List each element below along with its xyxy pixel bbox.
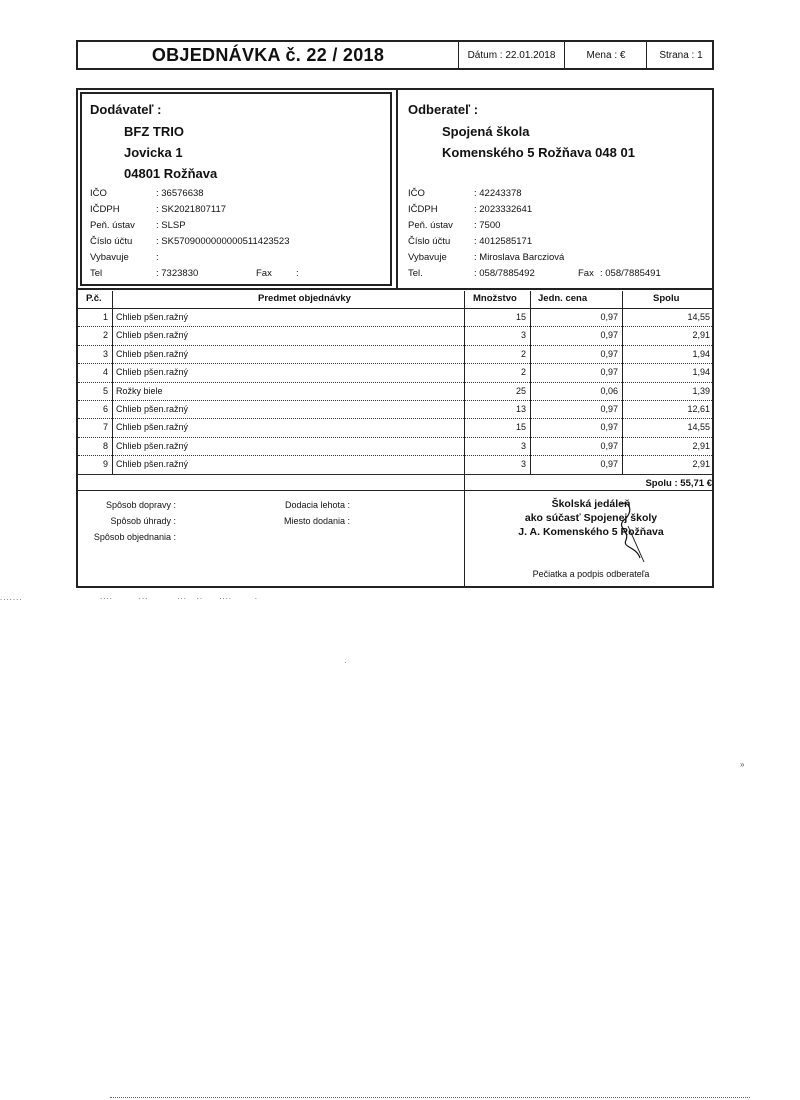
field-label: IČDPH: [90, 204, 120, 215]
scan-artifact: »: [740, 760, 746, 769]
cell-pc: 3: [102, 348, 108, 359]
field-value: : Miroslava Barcziová: [474, 252, 565, 263]
table-body: [78, 309, 712, 475]
table-row: [78, 327, 712, 345]
field-value: :: [156, 252, 159, 263]
customer-name: Spojená škola: [442, 124, 530, 139]
cell-pc: 8: [102, 440, 108, 451]
col-header-item: Predmet objednávky: [258, 293, 351, 304]
table-row: [78, 438, 712, 456]
cell-pc: 4: [102, 367, 108, 378]
cell-pc: 7: [102, 422, 108, 433]
field-value: : SK2021807117: [156, 204, 227, 215]
cell-qty: 15: [515, 312, 526, 322]
supplier-field: [90, 250, 390, 266]
tel-label: Tel.: [408, 268, 423, 279]
signature-scribble: [600, 498, 660, 568]
customer-field: [408, 234, 710, 250]
supplier-field: [90, 218, 390, 234]
cell-sum: 1,94: [692, 348, 710, 359]
table-row: [78, 309, 712, 327]
table-row: [78, 383, 712, 401]
fax-label: Fax: [256, 268, 272, 279]
supplier-contact: [90, 266, 390, 282]
header-divider: [564, 42, 565, 68]
field-value: : SK5709000000000511423523: [156, 236, 290, 247]
field-label: Vybavuje: [408, 252, 447, 263]
school-stamp: [476, 498, 706, 538]
customer-fields: [408, 186, 710, 282]
cell-unit: 0,06: [600, 385, 618, 396]
transport-label: Spôsob dopravy :: [105, 500, 176, 510]
tel-value: : 7323830: [156, 268, 199, 279]
tel-value: : 058/7885492: [474, 268, 535, 279]
fax-value: :: [296, 268, 299, 279]
stamp-line: J. A. Komenského 5 Rožňava: [518, 526, 664, 538]
cell-item: Chlieb pšen.ražný: [116, 440, 189, 451]
fax-label: Fax: [578, 268, 594, 279]
fax-value: : 058/7885491: [600, 268, 661, 279]
supplier-field: [90, 234, 390, 250]
field-value: : 42243378: [474, 188, 522, 199]
cell-qty: 3: [520, 330, 526, 341]
cell-item: Chlieb pšen.ražný: [116, 422, 189, 433]
customer-field: [408, 202, 710, 218]
panel-divider: [396, 88, 398, 290]
customer-address: Komenského 5 Rožňava 048 01: [442, 145, 635, 160]
cell-sum: 2,91: [692, 330, 710, 341]
customer-heading: Odberateľ :: [408, 102, 479, 117]
col-header-sum: Spolu: [653, 293, 680, 304]
cell-sum: 1,94: [692, 367, 710, 378]
currency: Mena : €: [586, 49, 626, 61]
cell-item: Chlieb pšen.ražný: [116, 312, 189, 322]
stamp-line: ako súčasť Spojenej školy: [524, 512, 658, 524]
cell-unit: 0,97: [600, 459, 618, 470]
cell-qty: 3: [520, 440, 526, 451]
table-row: [78, 364, 712, 382]
cell-item: Rožky biele: [116, 385, 163, 396]
cell-sum: 14,55: [687, 312, 710, 322]
field-label: Číslo účtu: [90, 236, 133, 247]
page-number: Strana : 1: [659, 49, 703, 61]
cell-unit: 0,97: [600, 367, 618, 378]
cell-sum: 2,91: [692, 440, 710, 451]
table-row: [78, 419, 712, 437]
field-value: : 2023332641: [474, 204, 533, 215]
scan-artifact: .... ... ... .. .... .: [100, 592, 258, 601]
field-label: Peň. ústav: [90, 220, 135, 231]
delivery-place-label: Miesto dodania :: [283, 516, 350, 526]
supplier-city: 04801 Rožňava: [124, 166, 218, 181]
cell-item: Chlieb pšen.ražný: [116, 367, 189, 378]
field-label: IČDPH: [408, 204, 438, 215]
supplier-heading: Dodávateľ :: [90, 102, 162, 117]
cell-qty: 13: [515, 403, 526, 414]
field-value: : 4012585171: [474, 236, 533, 247]
customer-field: [408, 218, 710, 234]
cell-pc: 2: [102, 330, 108, 341]
cell-sum: 14,55: [687, 422, 710, 433]
supplier-fields: [90, 186, 390, 282]
col-header-qty: Množstvo: [473, 293, 517, 304]
field-label: IČO: [408, 188, 425, 199]
supplier-field: [90, 186, 390, 202]
customer-field: [408, 186, 710, 202]
field-label: Číslo účtu: [408, 236, 451, 247]
order-total: Spolu : 55,71 €: [645, 478, 712, 489]
cell-pc: 9: [102, 459, 108, 470]
scan-artifact: .......: [0, 593, 23, 602]
cell-unit: 0,97: [600, 422, 618, 433]
customer-contact: [408, 266, 710, 282]
cell-qty: 15: [515, 422, 526, 433]
cell-pc: 1: [102, 312, 108, 322]
footer-divider: [464, 490, 465, 588]
field-value: : 7500: [474, 220, 501, 231]
cell-item: Chlieb pšen.ražný: [116, 330, 189, 341]
payment-label: Spôsob úhrady :: [110, 516, 176, 526]
field-label: Peň. ústav: [408, 220, 453, 231]
table-row: [78, 401, 712, 419]
tel-label: Tel: [90, 268, 103, 279]
signature-caption: Pečiatka a podpis odberateľa: [532, 569, 650, 579]
document-title: OBJEDNÁVKA č. 22 / 2018: [151, 44, 385, 65]
cell-sum: 1,39: [692, 385, 710, 396]
cell-qty: 25: [515, 385, 526, 396]
col-header-pc: P.č.: [86, 293, 102, 304]
cell-unit: 0,97: [600, 440, 618, 451]
order-header: [76, 40, 714, 70]
ordering-label: Spôsob objednania :: [93, 532, 176, 542]
delivery-term-label: Dodacia lehota :: [284, 500, 350, 510]
table-header: [78, 291, 712, 309]
table-row: [78, 346, 712, 364]
supplier-street: Jovicka 1: [124, 145, 183, 160]
cell-unit: 0,97: [600, 312, 618, 322]
field-value: : 36576638: [156, 188, 204, 199]
order-date: Dátum : 22.01.2018: [467, 49, 556, 61]
cell-sum: 2,91: [692, 459, 710, 470]
cell-item: Chlieb pšen.ražný: [116, 348, 189, 359]
scan-artifact: ·: [344, 658, 348, 667]
cell-pc: 5: [102, 385, 108, 396]
cell-pc: 6: [102, 403, 108, 414]
supplier-field: [90, 202, 390, 218]
customer-field: [408, 250, 710, 266]
field-label: IČO: [90, 188, 107, 199]
scan-artifact: [110, 1097, 750, 1099]
cell-unit: 0,97: [600, 330, 618, 341]
cell-qty: 3: [520, 459, 526, 470]
cell-qty: 2: [520, 348, 526, 359]
cell-item: Chlieb pšen.ražný: [116, 403, 189, 414]
field-label: Vybavuje: [90, 252, 129, 263]
col-header-unit: Jedn. cena: [538, 293, 588, 304]
cell-unit: 0,97: [600, 403, 618, 414]
cell-sum: 12,61: [687, 403, 710, 414]
header-divider: [646, 42, 647, 68]
cell-item: Chlieb pšen.ražný: [116, 459, 189, 470]
cell-qty: 2: [520, 367, 526, 378]
cell-unit: 0,97: [600, 348, 618, 359]
stamp-line: Školská jedáleň: [551, 498, 631, 510]
supplier-name: BFZ TRIO: [124, 124, 184, 139]
field-value: : SLSP: [156, 220, 186, 231]
table-row: [78, 456, 712, 474]
